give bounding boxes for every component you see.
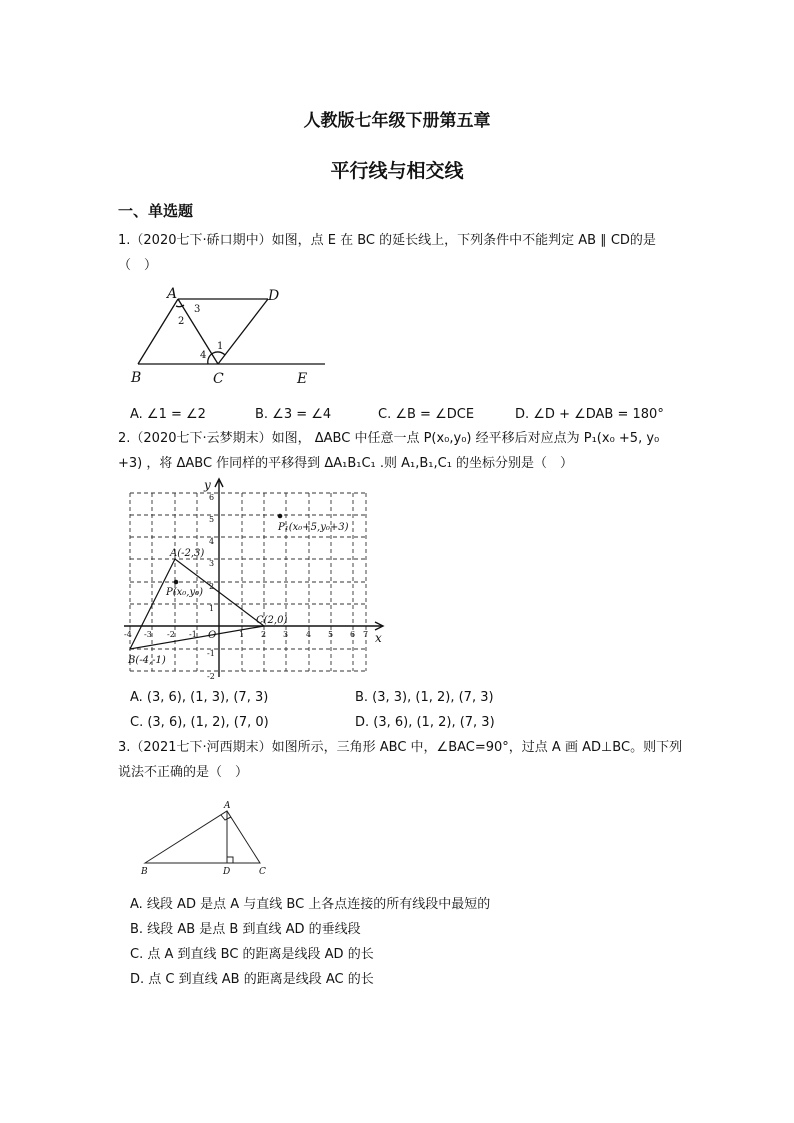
label-A: A: [224, 801, 231, 811]
q3-option-c[interactable]: C. 点 A 到直线 BC 的距离是线段 AD 的长: [130, 947, 374, 962]
page-subtitle: 平行线与相交线: [330, 160, 464, 182]
xtick: -1: [189, 630, 197, 639]
label-angle-1: 1: [217, 341, 224, 352]
ytick: 3: [209, 559, 215, 568]
label-A: A(-2,3): [170, 548, 205, 559]
line-DC: [218, 299, 268, 364]
angle-arc-A: [176, 305, 184, 307]
right-angle-mark-D: [227, 857, 233, 863]
label-B: B: [131, 370, 142, 386]
grid-lines: [130, 493, 369, 671]
xtick: -3: [144, 630, 152, 639]
line-AB: [138, 299, 178, 364]
xtick: 6: [350, 630, 356, 639]
label-angle-4: 4: [200, 350, 207, 361]
label-A: A: [167, 286, 178, 302]
q1-option-b[interactable]: B. ∠3 = ∠4: [255, 407, 332, 422]
question-1-text: 1.（2020七下·硚口期中）如图，点 E 在 BC 的延长线上，下列条件中不能判定 AB ∥ CD的是（ ）: [118, 233, 656, 273]
label-angle-3: 3: [194, 304, 201, 315]
label-angle-2: 2: [178, 316, 185, 327]
triangle-ABC: [145, 811, 260, 863]
ytick: -2: [207, 672, 215, 681]
label-C: C: [259, 867, 266, 877]
figure-coordinate-grid: [120, 475, 390, 685]
section-heading: 一、单选题: [118, 202, 194, 220]
label-P1: P₁(x₀+5,y₀+3): [278, 522, 349, 533]
q1-option-d[interactable]: D. ∠D + ∠DAB = 180°: [515, 407, 664, 422]
label-D: D: [223, 867, 231, 877]
origin-label: O: [208, 630, 217, 641]
ytick: 4: [209, 537, 215, 546]
q2-option-c[interactable]: C. (3, 6), (1, 2), (7, 0): [130, 715, 269, 730]
question-3-text: 3.（2021七下·河西期末）如图所示，三角形 ABC 中，∠BAC=90°，过点 A 画 AD⊥BC。则下列说法不正确的是（ ）: [118, 740, 683, 780]
label-C: C: [213, 371, 224, 387]
q2-option-d[interactable]: D. (3, 6), (1, 2), (7, 3): [355, 715, 495, 730]
xtick: 3: [283, 630, 289, 639]
ytick: 2: [209, 582, 215, 591]
xtick: 2: [261, 630, 267, 639]
point-P: [174, 580, 179, 585]
label-C: C(2,0): [256, 615, 288, 626]
xtick: -4: [124, 630, 132, 639]
point-P1: [278, 514, 283, 519]
question-2-text: 2.（2020七下·云梦期末）如图， ΔABC 中任意一点 P(x₀,y₀) 经平移后对应点为 P₁(x₀ +5, y₀ +3) ，将 ΔABC 作同样的平移得到 ΔA₁B₁C₁ .则 A₁,B₁,C₁ 的坐标分别是（ ）: [118, 431, 660, 471]
label-B: B: [141, 867, 148, 877]
ytick: 6: [209, 493, 215, 502]
xtick: 4: [306, 630, 312, 639]
q1-option-a[interactable]: A. ∠1 = ∠2: [130, 407, 206, 422]
page-title: 人教版七年级下册第五章: [303, 111, 491, 131]
label-E: E: [297, 371, 308, 387]
ytick: 1: [209, 604, 215, 613]
xtick: 5: [328, 630, 334, 639]
figure-parallelogram: [120, 285, 340, 390]
label-P: P(x₀,y₀): [166, 587, 204, 598]
q3-option-b[interactable]: B. 线段 AB 是点 B 到直线 AD 的垂线段: [130, 922, 361, 937]
q3-option-d[interactable]: D. 点 C 到直线 AB 的距离是线段 AC 的长: [130, 972, 374, 987]
q2-option-a[interactable]: A. (3, 6), (1, 3), (7, 3): [130, 690, 269, 705]
label-B: B(-4,-1): [128, 655, 166, 666]
xtick: 1: [239, 630, 245, 639]
axis-label-y: y: [204, 478, 211, 492]
label-D: D: [268, 288, 280, 304]
q2-option-b[interactable]: B. (3, 3), (1, 2), (7, 3): [355, 690, 494, 705]
q3-option-a[interactable]: A. 线段 AD 是点 A 与直线 BC 上各点连接的所有线段中最短的: [130, 897, 491, 912]
ytick: -1: [207, 649, 215, 658]
q1-option-c[interactable]: C. ∠B = ∠DCE: [378, 407, 475, 422]
ytick: 5: [209, 515, 215, 524]
xtick: -2: [167, 630, 175, 639]
xtick: 7: [363, 630, 369, 639]
axis-label-x: x: [375, 631, 382, 645]
figure-right-triangle: [135, 798, 275, 878]
